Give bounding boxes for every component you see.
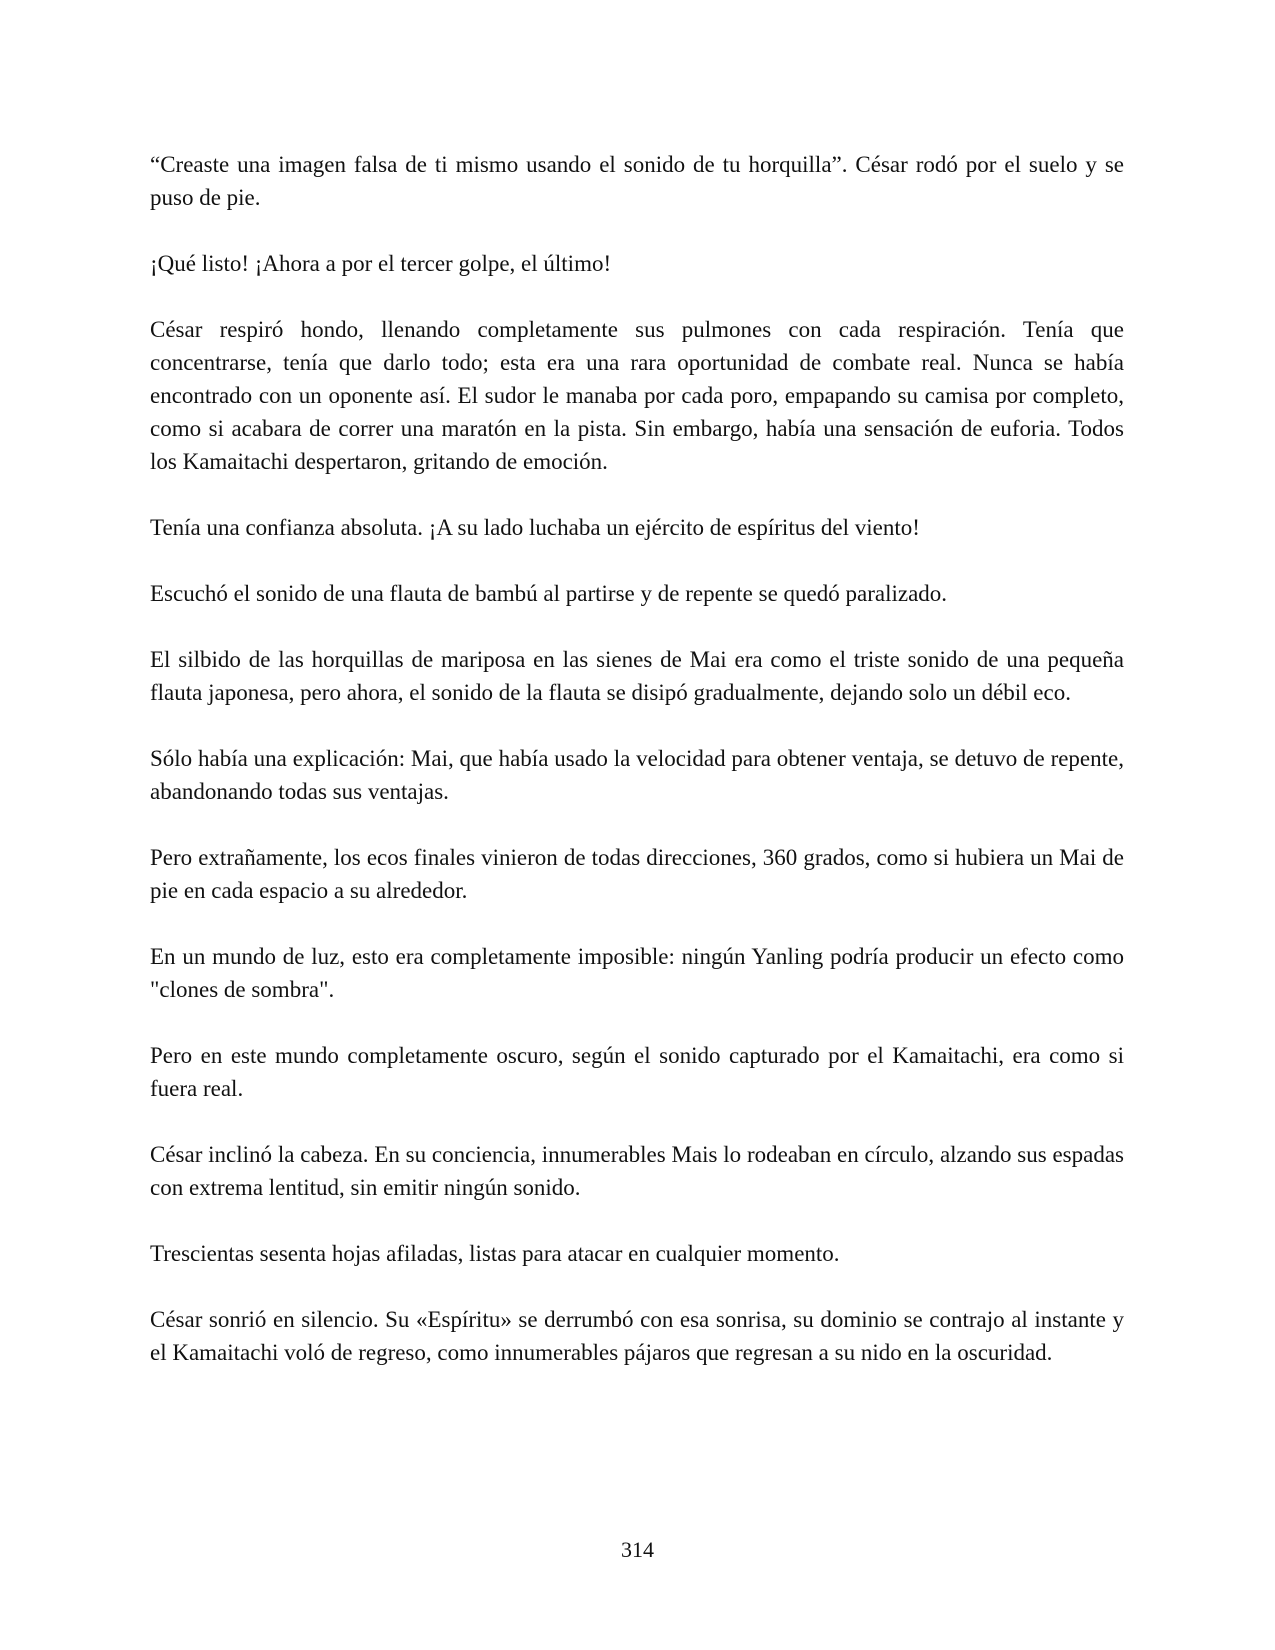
body-text — [150, 148, 1124, 1402]
page-number: 314 — [621, 1537, 654, 1562]
paragraph: Trescientas sesenta hojas afiladas, listas para atacar en cualquier momento. — [150, 1241, 840, 1266]
paragraph: El silbido de las horquillas de mariposa en las sienes de Mai era como el triste sonido de una pequeña flauta japonesa, pero ahora, el sonido de la flauta se disipó gradualmente, dejando solo un débil eco. — [150, 647, 1124, 705]
paragraph: César respiró hondo, llenando completamente sus pulmones con cada respiración. Tenía que concentrarse, tenía que darlo todo; esta era una rara oportunidad de combate real. Nunca se había encontrado con un oponente así. El sudor le manaba por cada poro, empapando su camisa por completo, como si acabara de correr una maratón en la pista. Sin embargo, había una sensación de euforia. Todos los Kamaitachi despertaron, gritando de emoción. — [150, 317, 1124, 474]
paragraph: ¡Qué listo! ¡Ahora a por el tercer golpe, el último! — [150, 251, 612, 276]
paragraph: Sólo había una explicación: Mai, que había usado la velocidad para obtener ventaja, se detuvo de repente, abandonando todas sus ventajas. — [150, 746, 1124, 804]
paragraph: Tenía una confianza absoluta. ¡A su lado luchaba un ejército de espíritus del viento! — [150, 515, 920, 540]
paragraph: “Creaste una imagen falsa de ti mismo usando el sonido de tu horquilla”. César rodó por el suelo y se puso de pie. — [150, 152, 1124, 210]
paragraph: Pero extrañamente, los ecos finales vinieron de todas direcciones, 360 grados, como si hubiera un Mai de pie en cada espacio a su alrededor. — [150, 845, 1124, 903]
paragraph: César inclinó la cabeza. En su conciencia, innumerables Mais lo rodeaban en círculo, alzando sus espadas con extrema lentitud, sin emitir ningún sonido. — [150, 1142, 1124, 1200]
paragraph: En un mundo de luz, esto era completamente imposible: ningún Yanling podría producir un efecto como "clones de sombra". — [150, 944, 1124, 1002]
paragraph: Pero en este mundo completamente oscuro, según el sonido capturado por el Kamaitachi, era como si fuera real. — [150, 1043, 1124, 1101]
paragraph: César sonrió en silencio. Su «Espíritu» se derrumbó con esa sonrisa, su dominio se contrajo al instante y el Kamaitachi voló de regreso, como innumerables pájaros que regresan a su nido en la oscuridad. — [150, 1307, 1124, 1365]
paragraph: Escuchó el sonido de una flauta de bambú al partirse y de repente se quedó paralizado. — [150, 581, 948, 606]
